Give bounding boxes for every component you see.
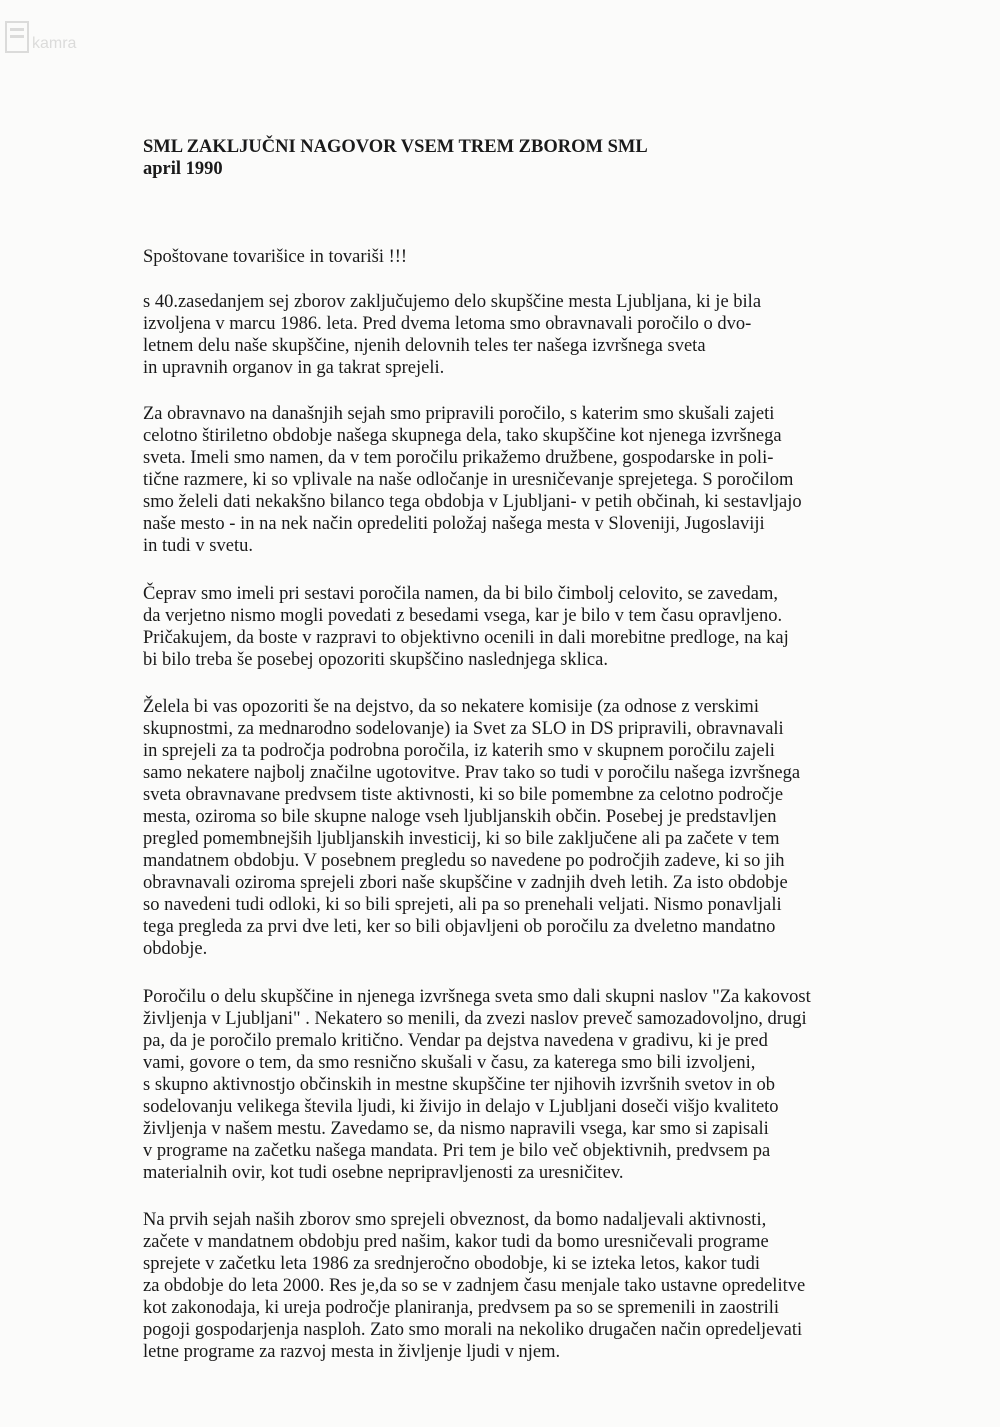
paragraph-line: letnem delu naše skupščine, njenih delovnih teles ter našega izvršnega sveta xyxy=(143,336,706,356)
paragraph-line: izvoljena v marcu 1986. leta. Pred dvema letoma smo obravnavali poročilo o dvo- xyxy=(143,314,752,334)
archive-stamp-icon xyxy=(2,18,112,58)
paragraph xyxy=(143,403,843,557)
paragraph-line: Pričakujem, da boste v razpravi to objektivno ocenili in dali morebitne predloge, na kaj xyxy=(143,628,789,648)
paragraph-line: s 40.zasedanjem sej zborov zaključujemo delo skupščine mesta Ljubljana, ki je bila xyxy=(143,292,762,312)
paragraph-line: naše mesto - in na nek način opredeliti položaj našega mesta v Sloveniji, Jugoslaviji xyxy=(143,514,765,534)
paragraph-line: začete v mandatnem obdobju pred našim, kakor tudi da bomo uresničevali programe xyxy=(143,1232,769,1252)
paragraph-line: in sprejeli za ta področja podrobna poročila, iz katerih smo v skupnem poročilu zajeli xyxy=(143,741,775,761)
paragraph-line: sveta obravnavane predvsem tiste aktivnosti, ki so bile pomembne za celotno področje xyxy=(143,785,784,805)
paragraph-line: obravnavali oziroma sprejeli zbori naše skupščine v zadnjih dveh letih. Za isto obdobje xyxy=(143,873,788,893)
paragraph-line: Poročilu o delu skupščine in njenega izvršnega sveta smo dali skupni naslov "Za kakovost xyxy=(143,987,811,1007)
paragraph-line: sveta. Imeli smo namen, da v tem poročilu prikažemo družbene, gospodarske in poli- xyxy=(143,448,774,468)
paragraph-line: Za obravnavo na današnjih sejah smo pripravili poročilo, s katerim smo skušali zajeti xyxy=(143,404,775,424)
document-title: SML ZAKLJUČNI NAGOVOR VSEM TREM ZBOROM SML xyxy=(143,137,648,157)
document-body xyxy=(143,136,843,1363)
paragraph-line: in upravnih organov in ga takrat sprejeli. xyxy=(143,358,445,378)
paragraph xyxy=(143,696,843,960)
paragraph-line: v programe na začetku našega mandata. Pri tem je bilo več objektivnih, predvsem pa xyxy=(143,1141,771,1161)
paragraph-line: tega pregleda za prvi dve leti, ker so bili objavljeni ob poročilu za dveletno mandatno xyxy=(143,917,776,937)
paragraph-line: letne programe za razvoj mesta in življenje ljudi v njem. xyxy=(143,1342,561,1362)
paragraph-line: obdobje. xyxy=(143,939,208,959)
paragraph-line: so navedeni tudi odloki, ki so bili sprejeti, ali pa so prenehali veljati. Nismo ponavljali xyxy=(143,895,782,915)
watermark-text: kamra xyxy=(32,35,77,52)
paragraph-line: tične razmere, ki so vplivale na naše odločanje in uresničevanje sprejetega. S poročilom xyxy=(143,470,794,490)
salutation: Spoštovane tovarišice in tovariši !!! xyxy=(143,247,408,267)
paragraph-line: s skupno aktivnostjo občinskih in mestne skupščine ter njihovih izvršnih svetov in ob xyxy=(143,1075,776,1095)
paragraph-line: Čeprav smo imeli pri sestavi poročila namen, da bi bilo čimbolj celovito, se zavedam, xyxy=(143,584,778,604)
paragraph-line: mandatnem obdobju. V posebnem pregledu so navedene po področjih zadeve, ki so jih xyxy=(143,851,785,871)
paragraph-line: skupnostmi, za mednarodno sodelovanje) ia Svet za SLO in DS pripravili, obravnavali xyxy=(143,719,784,739)
paragraph-line: življenja v našem mestu. Zavedamo se, da nismo napravili vsega, kar smo si zapisali xyxy=(143,1119,769,1139)
paragraph-line: pa, da je poročilo premalo kritično. Vendar pa dejstva navedena v gradivu, ki je pred xyxy=(143,1031,768,1051)
paragraph-line: mesta, oziroma so bile skupne naloge vseh ljubljanskih občin. Posebej je predstavljen xyxy=(143,807,777,827)
paragraph-line: kot zakonodaja, ki ureja področje planiranja, predvsem pa so se spremenili in zaostrili xyxy=(143,1298,779,1318)
paragraph-line: in tudi v svetu. xyxy=(143,536,253,556)
paragraph xyxy=(143,291,843,379)
paragraph-line: Želela bi vas opozoriti še na dejstvo, da so nekatere komisije (za odnose z verskimi xyxy=(143,697,759,717)
paragraph-line: pogoji gospodarjenja nasploh. Zato smo morali na nekoliko drugačen način opredeljevati xyxy=(143,1320,803,1340)
paragraph-line: za obdobje do leta 2000. Res je,da so se v zadnjem času menjale tako ustavne opredelitve xyxy=(143,1276,806,1296)
paragraph-line: materialnih ovir, kot tudi osebne nepripravljenosti za uresničitev. xyxy=(143,1163,624,1183)
paragraph xyxy=(143,986,843,1184)
paragraph xyxy=(143,583,843,671)
paragraph-line: celotno štiriletno obdobje našega skupnega dela, tako skupščine kot njenega izvršnega xyxy=(143,426,782,446)
paragraph-line: pregled pomembnejših ljubljanskih investicij, ki so bile zaključene ali pa začete v tem xyxy=(143,829,780,849)
paragraph-line: sprejete v začetku leta 1986 za srednjeročno obodobje, ki se izteka letos, kakor tudi xyxy=(143,1254,760,1274)
document-date: april 1990 xyxy=(143,159,223,179)
paragraph-line: samo nekatere najbolj značilne ugotovitve. Prav tako so tudi v poročilu našega izvršnega xyxy=(143,763,801,783)
paragraph-line: sodelovanju velikega števila ljudi, ki živijo in delajo v Ljubljani doseči višjo kvaliteto xyxy=(143,1097,779,1117)
paragraph-line: bi bilo treba še posebej opozoriti skupščino naslednjega sklica. xyxy=(143,650,608,670)
paragraph-line: da verjetno nismo mogli povedati z besedami vsega, kar je bilo v tem času opravljeno. xyxy=(143,606,783,626)
paragraph-line: življenja v Ljubljani" . Nekatero so menili, da zvezi naslov preveč samozadovoljno, drugi xyxy=(143,1009,807,1029)
paragraph-line: Na prvih sejah naših zborov smo sprejeli obveznost, da bomo nadaljevali aktivnosti, xyxy=(143,1210,767,1230)
paragraph-line: vami, govore o tem, da smo resnično skušali v času, za katerega smo bili izvoljeni, xyxy=(143,1053,756,1073)
paragraph-line: smo želeli dati nekakšno bilanco tega obdobja v Ljubljani- v petih občinah, ki sestavljajo xyxy=(143,492,802,512)
paragraph xyxy=(143,1209,843,1363)
